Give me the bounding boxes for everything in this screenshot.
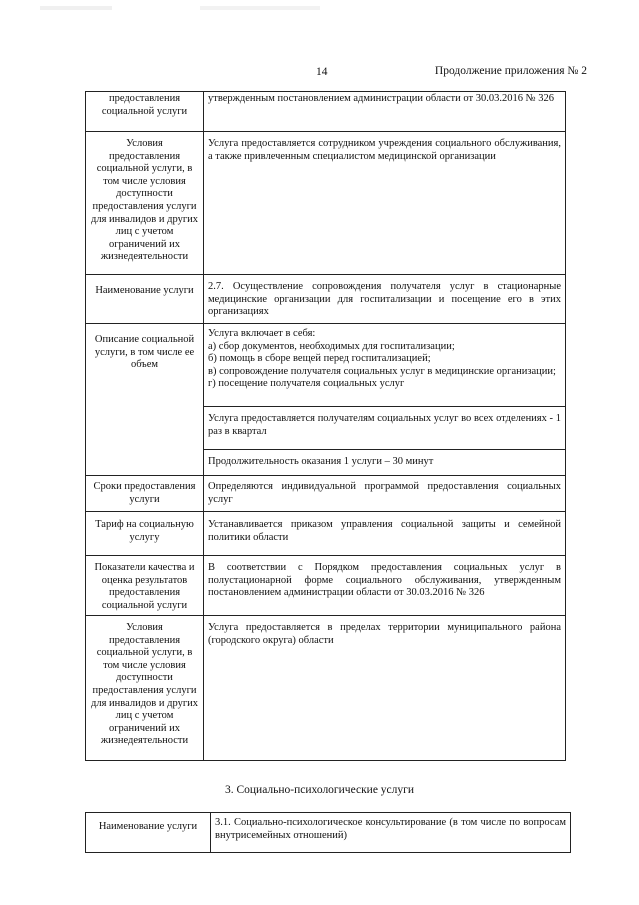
row-label: Наименование услуги [86, 275, 204, 324]
row-value: Услуга предоставляется в пределах территории муниципального района (городского округа) области [204, 616, 566, 761]
scan-artifact [40, 6, 440, 10]
table-row [86, 813, 571, 853]
table-row [86, 92, 566, 132]
table-row [86, 275, 566, 324]
table-row [86, 324, 566, 476]
row-value: Услуга предоставляется сотрудником учреждения социального обслуживания, а также привлеченным специалистом медицинской организации [204, 132, 566, 275]
row-label: Показатели качества и оценка результатов предоставления социальной услуги [86, 556, 204, 616]
row-value-group [204, 324, 566, 476]
row-value: 3.1. Социально-психологическое консультирование (в том числе по вопросам внутрисемейных отношений) [211, 813, 571, 853]
service-duration: Продолжительность оказания 1 услуги – 30 минут [208, 456, 434, 467]
row-label: Наименование услуги [86, 813, 211, 853]
row-value: утвержденным постановлением администрации области от 30.03.2016 № 326 [204, 92, 566, 132]
table-row [86, 132, 566, 275]
services-table [85, 91, 566, 761]
section-heading: 3. Социально-психологические услуги [224, 784, 415, 796]
row-label: Описание социальной услуги, в том числе ее объем [86, 324, 204, 476]
row-label: Условия предоставления социальной услуги, в том числе условия доступности предоставления услуги для инвалидов и других лиц с учетом ограничений их жизнедеятельности [86, 132, 204, 275]
row-label: Сроки предоставления услуги [86, 476, 204, 512]
annex-label: Продолжение приложения № 2 [434, 65, 587, 77]
service-description: Услуга включает в себя: а) сбор документов, необходимых для госпитализации; б) помощь в сборе вещей перед госпитализацией; в) сопровождение получателя социальных услуг в медицинские организации; г) посещение получателя социальных услуг [204, 324, 565, 407]
row-label: Условия предоставления социальной услуги, в том числе условия доступности предоставления услуги для инвалидов и других лиц с учетом ограничений их жизнедеятельности [86, 616, 204, 761]
row-value: Устанавливается приказом управления социальной защиты и семейной политики области [204, 512, 566, 556]
table-row [86, 476, 566, 512]
row-label: Тариф на социальную услугу [86, 512, 204, 556]
page-number: 14 [316, 66, 328, 78]
table-row [86, 512, 566, 556]
table-row [86, 556, 566, 616]
row-value: Определяются индивидуальной программой предоставления социальных услуг [204, 476, 566, 512]
row-value: В соответствии с Порядком предоставления социальных услуг в полустационарной форме социального обслуживания, утвержденным постановлением администрации области от 30.03.2016 № 326 [204, 556, 566, 616]
table-row [86, 616, 566, 761]
services-table-2 [85, 812, 571, 853]
row-value: 2.7. Осуществление сопровождения получателя услуг в стационарные медицинские организации для госпитализации и посещение его в этих организациях [204, 275, 566, 324]
row-label: предоставления социальной услуги [86, 92, 204, 132]
service-frequency: Услуга предоставляется получателям социальных услуг во всех отделениях - 1 раз в квартал [204, 407, 565, 450]
